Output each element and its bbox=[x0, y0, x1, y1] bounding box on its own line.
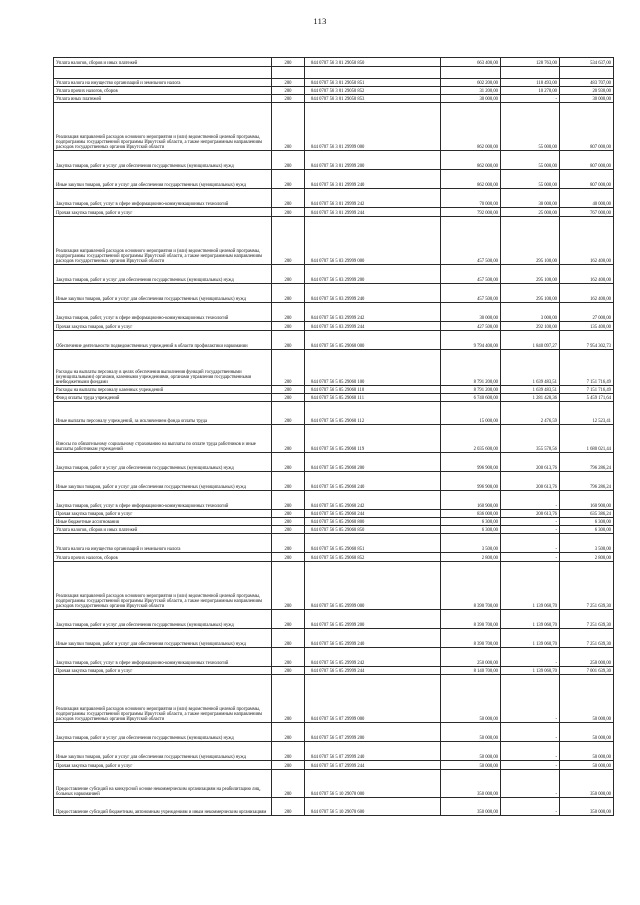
row-description: Обеспечение деятельности подведомственных учреждений в области профилактики наркомании bbox=[54, 331, 272, 350]
row-classification-code: 844 0707 56 5 05 29060 851 bbox=[305, 534, 441, 553]
row-classification-code: 844 0707 56 3 01 29050 853 bbox=[305, 95, 441, 103]
table-row bbox=[54, 79, 614, 87]
table-row bbox=[54, 67, 614, 79]
row-planned-amount: 427 500,00 bbox=[441, 322, 501, 331]
row-section-code: 200 bbox=[272, 103, 305, 151]
row-description: Прочая закупка товаров, работ и услуг bbox=[54, 510, 272, 518]
row-executed-amount: 118 493,00 bbox=[501, 79, 560, 87]
row-classification-code: 844 0707 56 3 01 29999 200 bbox=[305, 151, 441, 170]
row-section-code: 200 bbox=[272, 453, 305, 472]
row-section-code: 200 bbox=[272, 526, 305, 534]
table-row bbox=[54, 103, 614, 151]
table-row bbox=[54, 331, 614, 350]
row-description: Расходы на выплаты персоналу в целях обеспечения выполнения функций государственными (муниципальными) органами, казенными учреждениями, органами управления государственными внебюджетными фондами bbox=[54, 350, 272, 386]
row-section-code: 200 bbox=[272, 770, 305, 798]
row-remaining-amount: 30 000,00 bbox=[560, 95, 614, 103]
row-remaining-amount: 50 000,00 bbox=[560, 761, 614, 770]
row-classification-code: 844 0707 56 5 05 29060 244 bbox=[305, 510, 441, 518]
table-row bbox=[54, 208, 614, 217]
row-planned-amount: 8 390 700,00 bbox=[441, 629, 501, 648]
row-classification-code: 844 0707 56 3 01 29999 240 bbox=[305, 170, 441, 189]
row-planned-amount: 663 400,00 bbox=[441, 58, 501, 67]
row-classification-code: 844 0707 56 3 01 29999 242 bbox=[305, 189, 441, 208]
row-planned-amount: 862 000,00 bbox=[441, 103, 501, 151]
row-remaining-amount: 250 000,00 bbox=[560, 648, 614, 667]
table-row bbox=[54, 742, 614, 761]
row-description: Закупка товаров, работ, услуг в сфере информационно-коммуникационных технологий bbox=[54, 189, 272, 208]
row-remaining-amount: 162 400,00 bbox=[560, 284, 614, 303]
row-classification-code: 844 0707 56 5 05 29060 111 bbox=[305, 394, 441, 402]
row-classification-code: 844 0707 56 5 05 29999 000 bbox=[305, 562, 441, 610]
row-executed-amount: 1 139 060,70 bbox=[501, 667, 560, 675]
row-classification-code: 844 0707 56 5 07 29999 200 bbox=[305, 723, 441, 742]
row-section-code: 200 bbox=[272, 534, 305, 553]
row-section-code: 200 bbox=[272, 610, 305, 629]
row-executed-amount: - bbox=[501, 723, 560, 742]
row-remaining-amount: 7 001 639,30 bbox=[560, 667, 614, 675]
row-executed-amount: - bbox=[501, 534, 560, 553]
row-executed-amount: - bbox=[501, 518, 560, 526]
row-classification-code: 844 0707 56 5 05 29999 200 bbox=[305, 610, 441, 629]
table-row bbox=[54, 723, 614, 742]
row-remaining-amount: 162 400,00 bbox=[560, 217, 614, 265]
row-planned-amount: 8 390 700,00 bbox=[441, 610, 501, 629]
row-executed-amount: - bbox=[501, 648, 560, 667]
row-remaining-amount: 350 000,00 bbox=[560, 798, 614, 816]
row-executed-amount: - bbox=[501, 491, 560, 510]
row-description: Закупка товаров, работ и услуг для обеспечения государственных (муниципальных) нужд bbox=[54, 265, 272, 284]
row-classification-code: 844 0707 56 3 01 29050 851 bbox=[305, 79, 441, 87]
table-row bbox=[54, 58, 614, 67]
table-row bbox=[54, 510, 614, 518]
row-classification-code: 844 0707 56 5 05 29060 119 bbox=[305, 425, 441, 453]
row-description: Фонд оплаты труда учреждений bbox=[54, 394, 272, 402]
row-planned-amount: 160 900,00 bbox=[441, 491, 501, 510]
row-executed-amount: 55 000,00 bbox=[501, 151, 560, 170]
table-row bbox=[54, 526, 614, 534]
row-remaining-amount: 50 000,00 bbox=[560, 675, 614, 723]
row-executed-amount: 295 100,00 bbox=[501, 265, 560, 284]
row-section-code: 200 bbox=[272, 265, 305, 284]
table-row bbox=[54, 402, 614, 425]
row-remaining-amount: 807 000,00 bbox=[560, 151, 614, 170]
row-executed-amount: 55 000,00 bbox=[501, 170, 560, 189]
table-row bbox=[54, 491, 614, 510]
table-row bbox=[54, 667, 614, 675]
table-row bbox=[54, 284, 614, 303]
row-section-code: 200 bbox=[272, 629, 305, 648]
row-classification-code: 844 0707 56 5 05 29060 000 bbox=[305, 331, 441, 350]
row-remaining-amount: 6 300,00 bbox=[560, 526, 614, 534]
row-planned-amount: 50 000,00 bbox=[441, 742, 501, 761]
row-classification-code: 844 0707 56 5 05 29060 240 bbox=[305, 472, 441, 491]
row-planned-amount: 792 000,00 bbox=[441, 208, 501, 217]
row-executed-amount: 1 639 483,51 bbox=[501, 386, 560, 394]
row-classification-code: 844 0707 56 3 01 29050 850 bbox=[305, 58, 441, 67]
table-row bbox=[54, 87, 614, 95]
table-row bbox=[54, 675, 614, 723]
row-description: Уплата налогов, сборов и иных платежей bbox=[54, 526, 272, 534]
row-executed-amount: 200 613,76 bbox=[501, 453, 560, 472]
row-executed-amount: 2 476,59 bbox=[501, 402, 560, 425]
row-remaining-amount bbox=[560, 67, 614, 79]
row-section-code: 200 bbox=[272, 331, 305, 350]
row-description: Расходы на выплаты персоналу казенных учреждений bbox=[54, 386, 272, 394]
row-description: Уплата иных платежей bbox=[54, 95, 272, 103]
row-section-code: 200 bbox=[272, 151, 305, 170]
row-planned-amount: 602 200,00 bbox=[441, 79, 501, 87]
row-planned-amount: 9 794 400,00 bbox=[441, 331, 501, 350]
row-description: Реализация направлений расходов основного мероприятия и (или) ведомственной целевой программы, подпрограммы государственной программы Иркутской области, а также непрограммным направлениям расходов государственных органов Иркутской области bbox=[54, 675, 272, 723]
table-row bbox=[54, 648, 614, 667]
row-executed-amount: - bbox=[501, 761, 560, 770]
row-executed-amount: 3 000,00 bbox=[501, 303, 560, 322]
row-planned-amount: 996 900,00 bbox=[441, 453, 501, 472]
row-remaining-amount: 2 800,00 bbox=[560, 553, 614, 562]
row-description: Реализация направлений расходов основного мероприятия и (или) ведомственной целевой программы, подпрограммы государственной программы Иркутской области, а также непрограммным направлениям расходов государственных органов Иркутской области bbox=[54, 103, 272, 151]
table-row bbox=[54, 770, 614, 798]
row-description: Иные выплаты персоналу учреждений, за исключением фонда оплаты труда bbox=[54, 402, 272, 425]
row-classification-code: 844 0707 56 5 03 29999 000 bbox=[305, 217, 441, 265]
row-executed-amount: 1 840 097,27 bbox=[501, 331, 560, 350]
row-section-code: 200 bbox=[272, 667, 305, 675]
row-remaining-amount: 162 400,00 bbox=[560, 265, 614, 284]
row-classification-code: 844 0707 56 5 03 29999 200 bbox=[305, 265, 441, 284]
row-section-code: 200 bbox=[272, 58, 305, 67]
row-remaining-amount: 20 930,00 bbox=[560, 87, 614, 95]
row-planned-amount: 996 900,00 bbox=[441, 472, 501, 491]
row-section-code: 200 bbox=[272, 761, 305, 770]
row-executed-amount: - bbox=[501, 526, 560, 534]
row-classification-code: 844 0707 56 5 05 29999 244 bbox=[305, 667, 441, 675]
table-row bbox=[54, 170, 614, 189]
row-planned-amount: 457 500,00 bbox=[441, 217, 501, 265]
row-executed-amount: 1 639 483,51 bbox=[501, 350, 560, 386]
row-description: Иные закупки товаров, работ и услуг для обеспечения государственных (муниципальных) нужд bbox=[54, 284, 272, 303]
row-executed-amount: 295 100,00 bbox=[501, 217, 560, 265]
row-description: Уплата налогов, сборов и иных платежей bbox=[54, 58, 272, 67]
row-description: Предоставление субсидий на конкурсной основе некоммерческим организациям на реабилитацию лиц, больных наркоманией bbox=[54, 770, 272, 798]
row-remaining-amount: 50 000,00 bbox=[560, 723, 614, 742]
row-planned-amount: 836 000,00 bbox=[441, 510, 501, 518]
table-row bbox=[54, 453, 614, 472]
row-remaining-amount: 3 500,00 bbox=[560, 534, 614, 553]
row-description: Уплата прочих налогов, сборов bbox=[54, 87, 272, 95]
row-classification-code: 844 0707 56 5 05 29060 200 bbox=[305, 453, 441, 472]
row-section-code: 200 bbox=[272, 798, 305, 816]
row-planned-amount: 862 000,00 bbox=[441, 170, 501, 189]
row-section-code bbox=[272, 67, 305, 79]
row-description: Уплата налога на имущество организаций и земельного налога bbox=[54, 79, 272, 87]
row-remaining-amount: 1 680 021,44 bbox=[560, 425, 614, 453]
row-executed-amount: 128 763,00 bbox=[501, 58, 560, 67]
table-row bbox=[54, 350, 614, 386]
table-row bbox=[54, 629, 614, 648]
row-executed-amount: 1 281 428,36 bbox=[501, 394, 560, 402]
row-section-code: 200 bbox=[272, 562, 305, 610]
row-section-code: 200 bbox=[272, 189, 305, 208]
row-remaining-amount: 483 707,00 bbox=[560, 79, 614, 87]
table-row bbox=[54, 303, 614, 322]
row-classification-code: 844 0707 56 5 03 29999 244 bbox=[305, 322, 441, 331]
row-section-code: 200 bbox=[272, 648, 305, 667]
row-planned-amount: 8 140 700,00 bbox=[441, 667, 501, 675]
row-planned-amount: 6 740 600,00 bbox=[441, 394, 501, 402]
table-row bbox=[54, 472, 614, 491]
row-classification-code: 844 0707 56 5 03 29999 240 bbox=[305, 284, 441, 303]
row-planned-amount: 457 500,00 bbox=[441, 265, 501, 284]
row-remaining-amount: 135 400,00 bbox=[560, 322, 614, 331]
row-planned-amount: 2 035 600,00 bbox=[441, 425, 501, 453]
row-planned-amount: 50 000,00 bbox=[441, 675, 501, 723]
row-section-code: 200 bbox=[272, 303, 305, 322]
row-remaining-amount: 7 954 302,73 bbox=[560, 331, 614, 350]
row-remaining-amount: 767 000,00 bbox=[560, 208, 614, 217]
row-section-code: 200 bbox=[272, 553, 305, 562]
row-classification-code: 844 0707 56 5 05 29060 110 bbox=[305, 386, 441, 394]
row-section-code: 200 bbox=[272, 518, 305, 526]
row-classification-code: 844 0707 56 5 05 29060 242 bbox=[305, 491, 441, 510]
row-classification-code: 844 0707 56 3 01 29999 000 bbox=[305, 103, 441, 151]
row-classification-code bbox=[305, 67, 441, 79]
row-section-code: 200 bbox=[272, 322, 305, 331]
row-planned-amount: 30 000,00 bbox=[441, 95, 501, 103]
row-planned-amount: 8 390 700,00 bbox=[441, 562, 501, 610]
table-row bbox=[54, 553, 614, 562]
row-remaining-amount: 796 286,24 bbox=[560, 453, 614, 472]
row-executed-amount: - bbox=[501, 798, 560, 816]
row-planned-amount: 50 000,00 bbox=[441, 723, 501, 742]
row-section-code: 200 bbox=[272, 386, 305, 394]
row-description: Прочая закупка товаров, работ и услуг bbox=[54, 208, 272, 217]
row-executed-amount: 30 000,00 bbox=[501, 189, 560, 208]
row-description: Прочая закупка товаров, работ и услуг bbox=[54, 322, 272, 331]
row-executed-amount: - bbox=[501, 770, 560, 798]
row-executed-amount: - bbox=[501, 675, 560, 723]
row-planned-amount: 15 000,00 bbox=[441, 402, 501, 425]
row-classification-code: 844 0707 56 5 07 29999 244 bbox=[305, 761, 441, 770]
row-description: Реализация направлений расходов основного мероприятия и (или) ведомственной целевой программы, подпрограммы государственной программы Иркутской области, а также непрограммным направлениям расходов государственных органов Иркутской области bbox=[54, 562, 272, 610]
row-classification-code: 844 0707 56 5 03 29999 242 bbox=[305, 303, 441, 322]
row-classification-code: 844 0707 56 5 07 29999 000 bbox=[305, 675, 441, 723]
row-planned-amount: 3 500,00 bbox=[441, 534, 501, 553]
row-remaining-amount: 796 286,24 bbox=[560, 472, 614, 491]
row-section-code: 200 bbox=[272, 723, 305, 742]
row-classification-code: 844 0707 56 5 05 29060 850 bbox=[305, 526, 441, 534]
row-section-code: 200 bbox=[272, 208, 305, 217]
row-description: Закупка товаров, работ, услуг в сфере информационно-коммуникационных технологий bbox=[54, 491, 272, 510]
row-remaining-amount: 7 151 716,49 bbox=[560, 350, 614, 386]
row-section-code: 200 bbox=[272, 675, 305, 723]
row-description: Взносы по обязательному социальному страхованию на выплаты по оплате труда работников и иные выплаты работникам учреждений bbox=[54, 425, 272, 453]
row-executed-amount: 200 613,76 bbox=[501, 510, 560, 518]
row-section-code: 200 bbox=[272, 284, 305, 303]
table-row bbox=[54, 610, 614, 629]
table-row bbox=[54, 761, 614, 770]
row-executed-amount: - bbox=[501, 553, 560, 562]
row-executed-amount: 25 000,00 bbox=[501, 208, 560, 217]
row-description: Предоставление субсидий бюджетным, автономным учреждениям и иным некоммерческим организациям bbox=[54, 798, 272, 816]
row-executed-amount: 55 000,00 bbox=[501, 103, 560, 151]
row-section-code: 200 bbox=[272, 95, 305, 103]
row-executed-amount: 1 139 060,70 bbox=[501, 610, 560, 629]
row-remaining-amount: 5 459 171,64 bbox=[560, 394, 614, 402]
row-description: Иные закупки товаров, работ и услуг для обеспечения государственных (муниципальных) нужд bbox=[54, 629, 272, 648]
row-planned-amount: 2 800,00 bbox=[441, 553, 501, 562]
row-executed-amount: 1 139 060,70 bbox=[501, 629, 560, 648]
row-section-code: 200 bbox=[272, 217, 305, 265]
table-row bbox=[54, 386, 614, 394]
row-planned-amount bbox=[441, 67, 501, 79]
row-planned-amount: 50 000,00 bbox=[441, 761, 501, 770]
row-classification-code: 844 0707 56 5 10 29070 000 bbox=[305, 770, 441, 798]
table-row bbox=[54, 394, 614, 402]
row-section-code: 200 bbox=[272, 402, 305, 425]
row-section-code: 200 bbox=[272, 491, 305, 510]
row-planned-amount: 70 000,00 bbox=[441, 189, 501, 208]
row-remaining-amount: 160 900,00 bbox=[560, 491, 614, 510]
row-remaining-amount: 6 300,00 bbox=[560, 518, 614, 526]
row-remaining-amount: 12 523,41 bbox=[560, 402, 614, 425]
row-section-code: 200 bbox=[272, 472, 305, 491]
row-description: Реализация направлений расходов основного мероприятия и (или) ведомственной целевой программы, подпрограммы государственной программы Иркутской области, а также непрограммным направлениям расходов государственных органов Иркутской области bbox=[54, 217, 272, 265]
row-classification-code: 844 0707 56 5 05 29999 242 bbox=[305, 648, 441, 667]
table-row bbox=[54, 151, 614, 170]
row-classification-code: 844 0707 56 5 05 29060 112 bbox=[305, 402, 441, 425]
row-planned-amount: 31 200,00 bbox=[441, 87, 501, 95]
row-description: Закупка товаров, работ и услуг для обеспечения государственных (муниципальных) нужд bbox=[54, 610, 272, 629]
page-number: 113 bbox=[313, 16, 327, 26]
budget-table bbox=[53, 57, 614, 816]
row-section-code: 200 bbox=[272, 350, 305, 386]
row-section-code: 200 bbox=[272, 79, 305, 87]
row-classification-code: 844 0707 56 5 05 29060 852 bbox=[305, 553, 441, 562]
table-row bbox=[54, 189, 614, 208]
row-remaining-amount: 807 000,00 bbox=[560, 170, 614, 189]
row-remaining-amount: 350 000,00 bbox=[560, 770, 614, 798]
table-row bbox=[54, 95, 614, 103]
row-description: Уплата прочих налогов, сборов bbox=[54, 553, 272, 562]
row-description bbox=[54, 67, 272, 79]
row-remaining-amount: 7 151 716,49 bbox=[560, 386, 614, 394]
table-row bbox=[54, 217, 614, 265]
row-classification-code: 844 0707 56 3 01 29050 852 bbox=[305, 87, 441, 95]
row-executed-amount bbox=[501, 67, 560, 79]
row-executed-amount: 10 270,00 bbox=[501, 87, 560, 95]
row-classification-code: 844 0707 56 3 01 29999 244 bbox=[305, 208, 441, 217]
row-description: Прочая закупка товаров, работ и услуг bbox=[54, 761, 272, 770]
row-section-code: 200 bbox=[272, 425, 305, 453]
row-section-code: 200 bbox=[272, 510, 305, 518]
table-row bbox=[54, 534, 614, 553]
row-description: Иные закупки товаров, работ и услуг для обеспечения государственных (муниципальных) нужд bbox=[54, 472, 272, 491]
row-planned-amount: 6 300,00 bbox=[441, 518, 501, 526]
row-planned-amount: 350 000,00 bbox=[441, 770, 501, 798]
row-remaining-amount: 40 000,00 bbox=[560, 189, 614, 208]
row-planned-amount: 457 500,00 bbox=[441, 284, 501, 303]
row-planned-amount: 862 000,00 bbox=[441, 151, 501, 170]
row-description: Закупка товаров, работ, услуг в сфере информационно-коммуникационных технологий bbox=[54, 303, 272, 322]
row-executed-amount: 292 100,00 bbox=[501, 322, 560, 331]
row-section-code: 200 bbox=[272, 742, 305, 761]
table-row bbox=[54, 322, 614, 331]
row-classification-code: 844 0707 56 5 10 29070 600 bbox=[305, 798, 441, 816]
row-classification-code: 844 0707 56 5 05 29060 100 bbox=[305, 350, 441, 386]
row-planned-amount: 350 000,00 bbox=[441, 798, 501, 816]
row-executed-amount: 1 139 060,70 bbox=[501, 562, 560, 610]
row-remaining-amount: 635 386,24 bbox=[560, 510, 614, 518]
row-description: Закупка товаров, работ и услуг для обеспечения государственных (муниципальных) нужд bbox=[54, 453, 272, 472]
row-section-code: 200 bbox=[272, 87, 305, 95]
row-description: Прочая закупка товаров, работ и услуг bbox=[54, 667, 272, 675]
table-row bbox=[54, 562, 614, 610]
row-remaining-amount: 27 000,00 bbox=[560, 303, 614, 322]
table-row bbox=[54, 518, 614, 526]
row-section-code: 200 bbox=[272, 170, 305, 189]
row-planned-amount: 6 300,00 bbox=[441, 526, 501, 534]
row-section-code: 200 bbox=[272, 394, 305, 402]
row-classification-code: 844 0707 56 5 05 29999 240 bbox=[305, 629, 441, 648]
row-description: Закупка товаров, работ, услуг в сфере информационно-коммуникационных технологий bbox=[54, 648, 272, 667]
row-description: Иные бюджетные ассигнования bbox=[54, 518, 272, 526]
row-description: Закупка товаров, работ и услуг для обеспечения государственных (муниципальных) нужд bbox=[54, 723, 272, 742]
row-description: Иные закупки товаров, работ и услуг для обеспечения государственных (муниципальных) нужд bbox=[54, 170, 272, 189]
row-executed-amount: - bbox=[501, 742, 560, 761]
row-description: Уплата налога на имущество организаций и земельного налога bbox=[54, 534, 272, 553]
row-planned-amount: 250 000,00 bbox=[441, 648, 501, 667]
row-remaining-amount: 7 251 639,30 bbox=[560, 562, 614, 610]
row-remaining-amount: 7 251 639,30 bbox=[560, 629, 614, 648]
row-description: Закупка товаров, работ и услуг для обеспечения государственных (муниципальных) нужд bbox=[54, 151, 272, 170]
row-planned-amount: 30 000,00 bbox=[441, 303, 501, 322]
row-remaining-amount: 807 000,00 bbox=[560, 103, 614, 151]
row-executed-amount: 295 100,00 bbox=[501, 284, 560, 303]
row-remaining-amount: 50 000,00 bbox=[560, 742, 614, 761]
row-remaining-amount: 7 251 639,30 bbox=[560, 610, 614, 629]
row-classification-code: 844 0707 56 5 05 29060 800 bbox=[305, 518, 441, 526]
row-executed-amount: 200 613,76 bbox=[501, 472, 560, 491]
table-row bbox=[54, 265, 614, 284]
row-executed-amount: - bbox=[501, 95, 560, 103]
table-row bbox=[54, 798, 614, 816]
row-planned-amount: 8 791 200,00 bbox=[441, 386, 501, 394]
row-classification-code: 844 0707 56 5 07 29999 240 bbox=[305, 742, 441, 761]
row-executed-amount: 355 578,56 bbox=[501, 425, 560, 453]
row-description: Иные закупки товаров, работ и услуг для обеспечения государственных (муниципальных) нужд bbox=[54, 742, 272, 761]
row-planned-amount: 8 791 200,00 bbox=[441, 350, 501, 386]
table-row bbox=[54, 425, 614, 453]
row-remaining-amount: 534 637,00 bbox=[560, 58, 614, 67]
